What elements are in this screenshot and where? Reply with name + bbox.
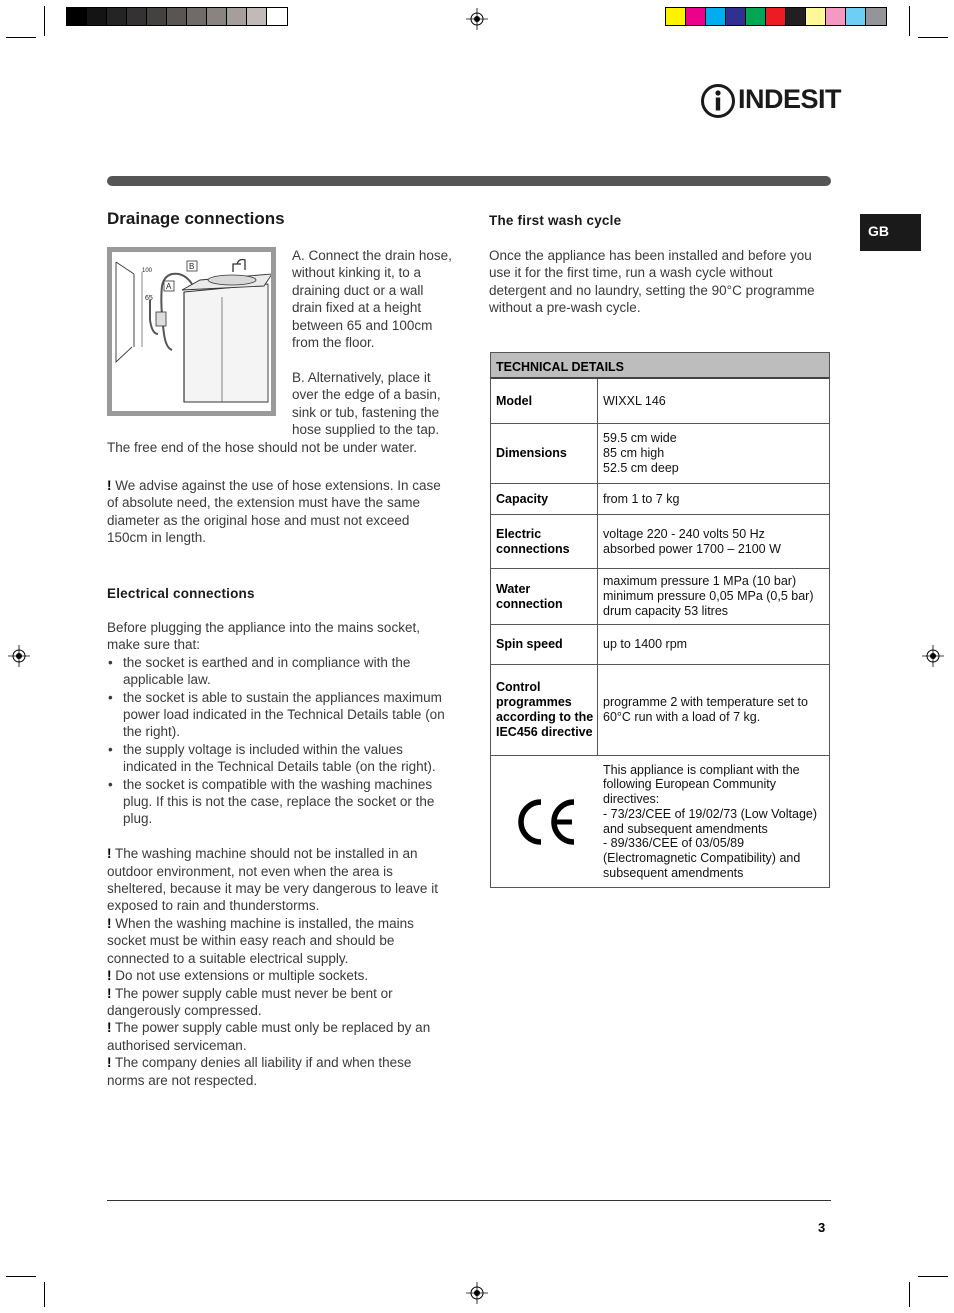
registration-mark-top-icon: [466, 8, 488, 30]
warning-item: [107, 1054, 452, 1089]
list-item: • the supply voltage is included within the values indicated in the Technical Details table (on the right).: [107, 741, 452, 776]
warning-mark: !: [107, 1055, 112, 1071]
row-label-spin: Spin speed: [491, 625, 598, 664]
grayscale-color-bar: [66, 7, 288, 26]
registration-mark-left-icon: [8, 645, 30, 667]
drainage-para-a: A. Connect the drain hose, without kinking it, to a draining duct or a wall drain fixed at a height between 65 and 100cm from the floor.: [292, 248, 452, 351]
height-100-label: 100: [142, 268, 153, 274]
warning-text: Do not use extensions or multiple sockets.: [115, 968, 369, 984]
warning-text: The washing machine should not be installed in an outdoor environment, not even when the area is sheltered, because it may be very dangerous to leave it exposed to rain and thunderstorms.: [107, 846, 438, 914]
row-label-dimensions: Dimensions: [491, 424, 598, 483]
warning-text: The power supply cable must never be bent or dangerously compressed.: [107, 985, 393, 1018]
warning-text: The company denies all liability if and when these norms are not respected.: [107, 1055, 412, 1088]
registration-mark-bottom-icon: [466, 1282, 488, 1304]
row-label-capacity: Capacity: [491, 484, 598, 514]
row-value-spin: [598, 625, 829, 664]
table-row: [491, 515, 829, 569]
hose-extension-warning: [107, 477, 452, 547]
color-swatch: [786, 8, 806, 25]
indesit-logo: [700, 82, 842, 120]
gray-swatch: [167, 8, 187, 25]
color-swatch: [666, 8, 686, 25]
table-row: [491, 756, 829, 887]
callout-b-label: B: [189, 262, 195, 271]
list-item: • the socket is compatible with the washing machines plug. If this is not the case, replace the socket or the plug.: [107, 776, 452, 828]
gray-swatch: [127, 8, 147, 25]
row-label-programmes: Control programmes according to the IEC456 directive: [491, 665, 598, 755]
row-label-water: Water connection: [491, 569, 598, 624]
gray-swatch: [227, 8, 247, 25]
page-number: 3: [818, 1220, 826, 1235]
electrical-intro: Before plugging the appliance into the mains socket, make sure that:: [107, 620, 420, 653]
value-line: programme 2 with temperature set to 60°C run with a load of 7 kg.: [603, 695, 808, 724]
value-line: - 73/23/CEE of 19/02/73 (Low Voltage) and subsequent amendments: [603, 806, 818, 836]
footer-rule: [107, 1200, 831, 1201]
value-line: 59.5 cm wide: [603, 431, 677, 446]
list-item: • the socket is earthed and in compliance with the applicable law.: [107, 654, 452, 689]
callout-a-label: A: [166, 282, 172, 291]
first-wash-text: Once the appliance has been installed and before you use it for the first time, run a wash cycle without detergent and no laundry, setting the 90°C programme without a pre-wash cycle.: [489, 248, 815, 316]
compliance-text: [598, 756, 829, 887]
value-line: WIXXL 146: [603, 393, 666, 408]
drainage-title: Drainage connections: [107, 209, 285, 228]
color-swatch: [826, 8, 846, 25]
row-value-electric: [598, 515, 829, 568]
warning-mark: !: [107, 985, 112, 1001]
warning-mark: !: [107, 968, 112, 984]
brand-name: INDESIT: [738, 84, 842, 114]
warning-item: [107, 985, 452, 1020]
value-line: drum capacity 53 litres: [603, 603, 729, 618]
value-line: 85 cm high: [603, 446, 665, 461]
row-value-dimensions: [598, 424, 829, 483]
ce-mark-cell: [491, 756, 598, 887]
table-row: [491, 424, 829, 484]
process-color-bar: [665, 7, 887, 26]
warning-mark: !: [107, 1020, 112, 1036]
row-value-water: [598, 569, 829, 624]
warning-mark: !: [107, 915, 112, 931]
warning-mark: !: [107, 478, 112, 493]
color-swatch: [866, 8, 886, 25]
color-swatch: [806, 8, 826, 25]
hose-extension-warning-text: We advise against the use of hose extensions. In case of absolute need, the extension must have the same diameter as the original hose and must not exceed 150cm in length.: [107, 478, 441, 546]
value-line: up to 1400 rpm: [603, 637, 688, 652]
row-value-programmes: [598, 665, 829, 755]
table-row: [491, 625, 829, 665]
warning-item: [107, 845, 452, 915]
drainage-para-b: B. Alternatively, place it over the edge of a basin, sink or tub, fastening the hose supplied to the tap.: [292, 370, 441, 438]
language-tab: GB: [860, 214, 921, 251]
warning-item: [107, 1019, 452, 1054]
warning-text: When the washing machine is installed, the mains socket must be within easy reach and should be connected to a suitable electrical supply.: [107, 915, 414, 966]
value-line: maximum pressure 1 MPa (10 bar): [603, 574, 797, 589]
color-swatch: [726, 8, 746, 25]
gray-swatch: [207, 8, 227, 25]
technical-details-header: TECHNICAL DETAILS: [491, 353, 829, 379]
registration-mark-right-icon: [922, 645, 944, 667]
drainage-free-end: The free end of the hose should not be under water.: [107, 440, 417, 455]
warning-item: [107, 967, 452, 984]
row-label-electric: Electric connections: [491, 515, 598, 568]
value-line: from 1 to 7 kg: [603, 491, 680, 506]
color-swatch: [686, 8, 706, 25]
gray-swatch: [147, 8, 167, 25]
value-line: - 89/336/CEE of 03/05/89 (Electromagnetic Compatibility) and subsequent amendments: [603, 836, 801, 880]
spacer: [107, 828, 452, 845]
value-line: absorbed power 1700 – 2100 W: [603, 541, 781, 556]
color-swatch: [846, 8, 866, 25]
drainage-figure: [107, 247, 276, 416]
gray-swatch: [107, 8, 127, 25]
color-swatch: [746, 8, 766, 25]
value-line: This appliance is compliant with the following European Community directives:: [603, 762, 800, 807]
table-row: [491, 379, 829, 424]
first-wash-title: The first wash cycle: [489, 213, 622, 228]
gray-swatch: [87, 8, 107, 25]
color-swatch: [766, 8, 786, 25]
warning-mark: !: [107, 846, 112, 862]
warning-text: The power supply cable must only be replaced by an authorised serviceman.: [107, 1020, 431, 1053]
table-row: [491, 665, 829, 756]
value-line: voltage 220 - 240 volts 50 Hz: [603, 526, 765, 541]
electrical-body: [107, 619, 452, 1089]
technical-details-table: [490, 352, 830, 888]
warning-item: [107, 915, 452, 967]
gray-swatch: [67, 8, 87, 25]
value-line: minimum pressure 0,05 MPa (0,5 bar): [603, 589, 814, 604]
table-row: [491, 484, 829, 515]
gray-swatch: [187, 8, 207, 25]
gray-swatch: [267, 8, 287, 25]
row-value-model: [598, 379, 829, 423]
row-value-capacity: [598, 484, 829, 514]
color-swatch: [706, 8, 726, 25]
row-label-model: Model: [491, 379, 598, 423]
header-bar: [107, 176, 831, 186]
electrical-title: Electrical connections: [107, 586, 255, 601]
drainage-illustration: [112, 252, 271, 411]
gray-swatch: [247, 8, 267, 25]
height-65-label: 65: [145, 295, 153, 302]
ce-mark-icon: [512, 796, 578, 848]
electrical-checklist: [107, 654, 452, 828]
value-line: 52.5 cm deep: [603, 460, 679, 475]
indesit-logo-icon: [700, 82, 736, 120]
list-item: • the socket is able to sustain the appliances maximum power load indicated in the Technical Details table (on the right).: [107, 689, 452, 741]
table-row: [491, 569, 829, 625]
